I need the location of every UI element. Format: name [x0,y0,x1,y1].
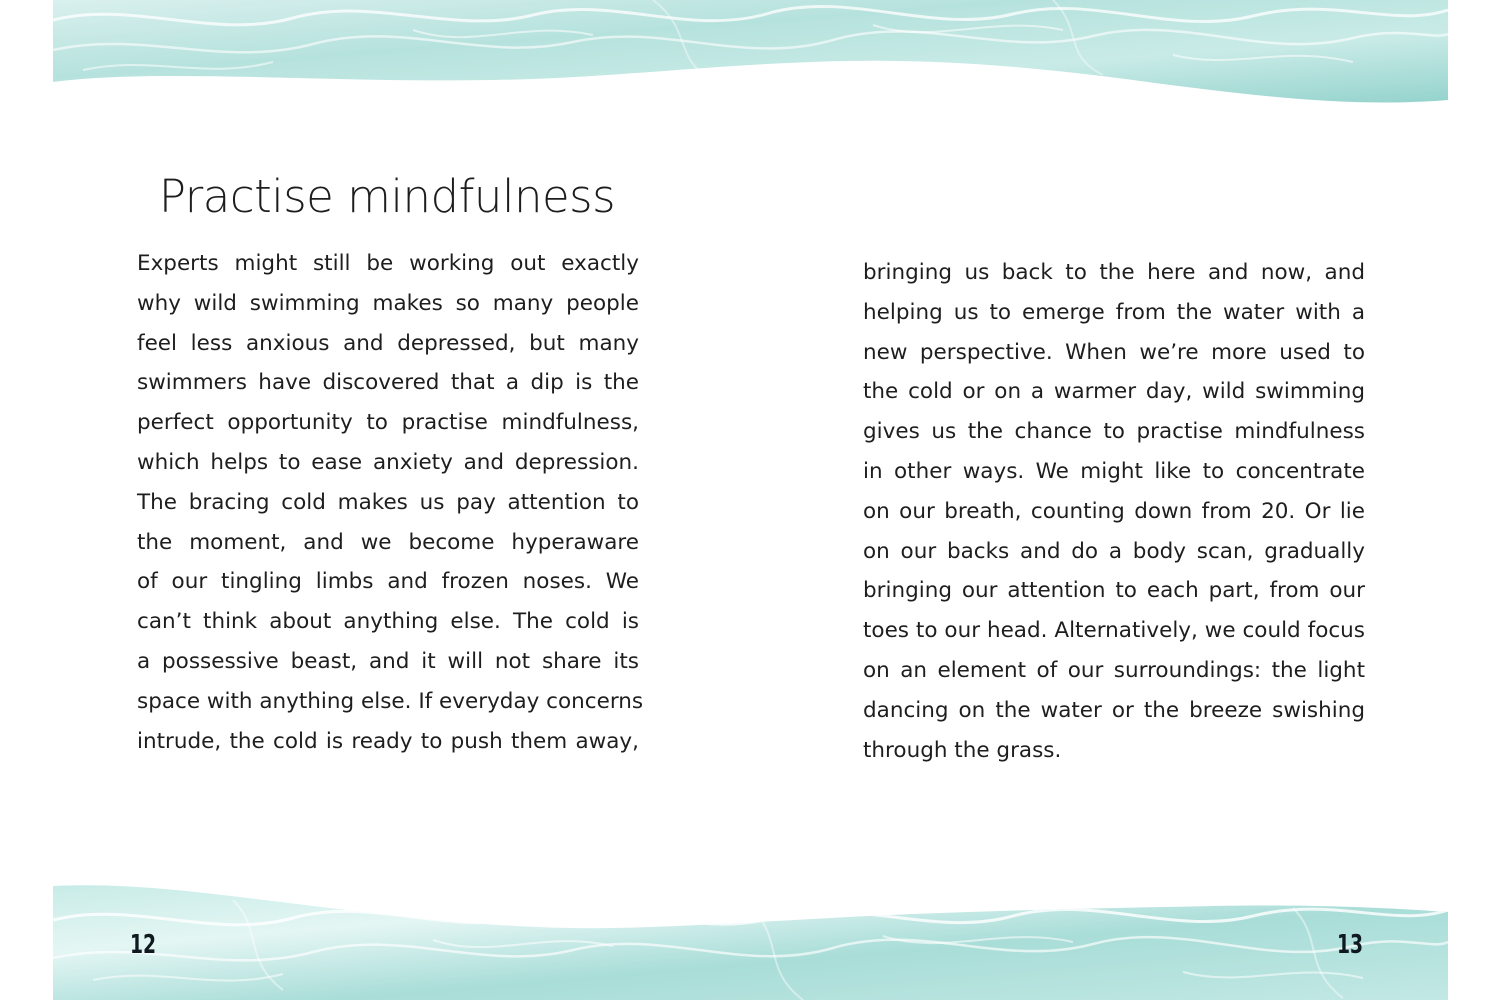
text-line: the moment, and we become hyperaware [137,529,639,555]
text-line: bringing us back to the here and now, and [863,260,1365,285]
text-line: on our backs and do a body scan, gradually [863,538,1365,564]
text-line: of our tingling limbs and frozen noses. We [137,569,639,595]
page-number-right: 13 [1337,930,1364,960]
text-line: gives us the chance to practise mindfulness [863,419,1365,445]
text-line: swimmers have discovered that a dip is the [137,370,639,396]
text-line: space with anything else. If everyday concerns [137,688,644,714]
text-line: in other ways. We might like to concentrate [863,458,1365,484]
right-column-text [863,253,1365,770]
text-line: Experts might still be working out exactly [137,251,639,276]
text-line: new perspective. When we’re more used to [863,339,1365,365]
text-line: can’t think about anything else. The cold is [137,609,639,635]
text-line: bringing our attention to each part, from our [863,578,1365,604]
text-line: toes to our head. Alternatively, we could focus [863,618,1365,644]
text-line: dancing on the water or the breeze swishing [863,697,1365,723]
text-line: on our breath, counting down from 20. Or lie [863,498,1365,524]
water-texture-top [53,0,1448,110]
text-line: The bracing cold makes us pay attention to [137,489,639,515]
water-texture-bottom [53,880,1448,1000]
water-banner-bottom [53,880,1448,1000]
page-number-left: 12 [130,930,157,960]
text-line: feel less anxious and depressed, but many [137,330,639,356]
text-line: intrude, the cold is ready to push them away, [137,728,639,754]
left-column-text [137,244,644,761]
text-line: which helps to ease anxiety and depression. [137,449,639,475]
page-title: Practise mindfulness [158,170,616,223]
text-line: helping us to emerge from the water with a [863,299,1365,325]
text-line: a possessive beast, and it will not share its [137,648,639,674]
text-line: through the grass. [863,737,1062,763]
text-line: perfect opportunity to practise mindfulness, [137,410,639,436]
water-banner-top [53,0,1448,110]
text-line: on an element of our surroundings: the light [863,657,1365,683]
text-line: why wild swimming makes so many people [137,290,639,316]
text-line: the cold or on a warmer day, wild swimming [863,379,1365,405]
